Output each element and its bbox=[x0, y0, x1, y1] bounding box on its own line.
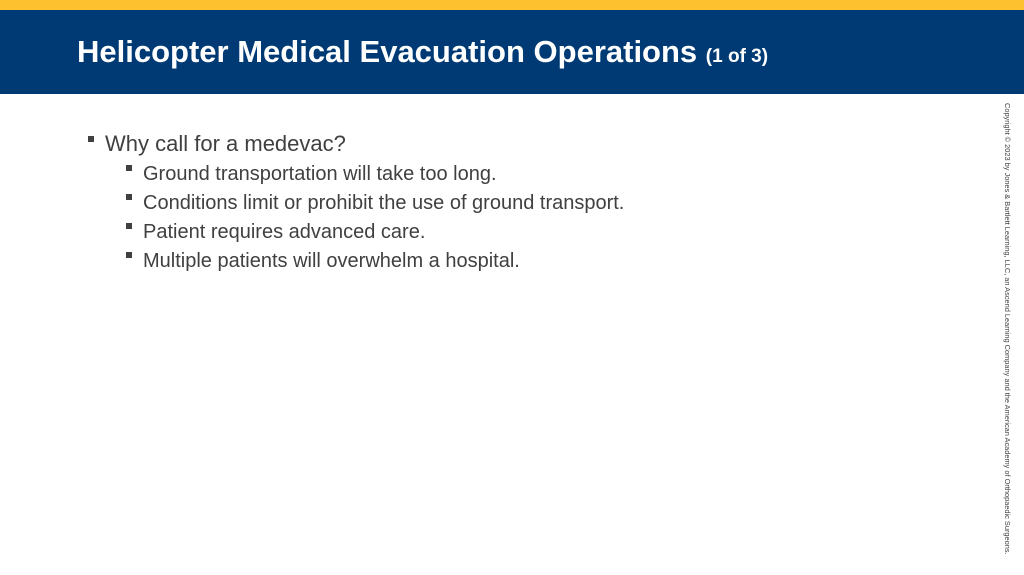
bullet-text: Why call for a medevac? bbox=[105, 131, 346, 156]
sub-bullet-text: Ground transportation will take too long. bbox=[143, 163, 497, 185]
slide-title-text: Helicopter Medical Evacuation Operations bbox=[77, 34, 698, 69]
sub-bullet-text: Multiple patients will overwhelm a hospital. bbox=[143, 250, 520, 272]
slide-title bbox=[77, 33, 768, 76]
bullet-item bbox=[88, 131, 346, 157]
slide-title-count: (1 of 3) bbox=[705, 46, 769, 67]
square-bullet-icon bbox=[126, 165, 132, 171]
copyright-notice: Copyright © 2023 by Jones & Bartlett Learning, LLC, an Ascend Learning Company and the American Academy of Orthopaedic Surgeons. bbox=[1003, 103, 1012, 555]
sub-bullet-item bbox=[126, 162, 497, 186]
sub-bullet-text: Patient requires advanced care. bbox=[143, 221, 426, 243]
sub-bullet-item bbox=[126, 249, 520, 273]
sub-bullet-item bbox=[126, 220, 425, 244]
sub-bullet-text: Conditions limit or prohibit the use of ground transport. bbox=[143, 192, 625, 214]
sub-bullet-item bbox=[126, 191, 624, 215]
square-bullet-icon bbox=[126, 194, 132, 200]
square-bullet-icon bbox=[126, 252, 132, 258]
square-bullet-icon bbox=[126, 223, 132, 229]
accent-stripe bbox=[0, 0, 1024, 10]
square-bullet-icon bbox=[88, 136, 94, 142]
